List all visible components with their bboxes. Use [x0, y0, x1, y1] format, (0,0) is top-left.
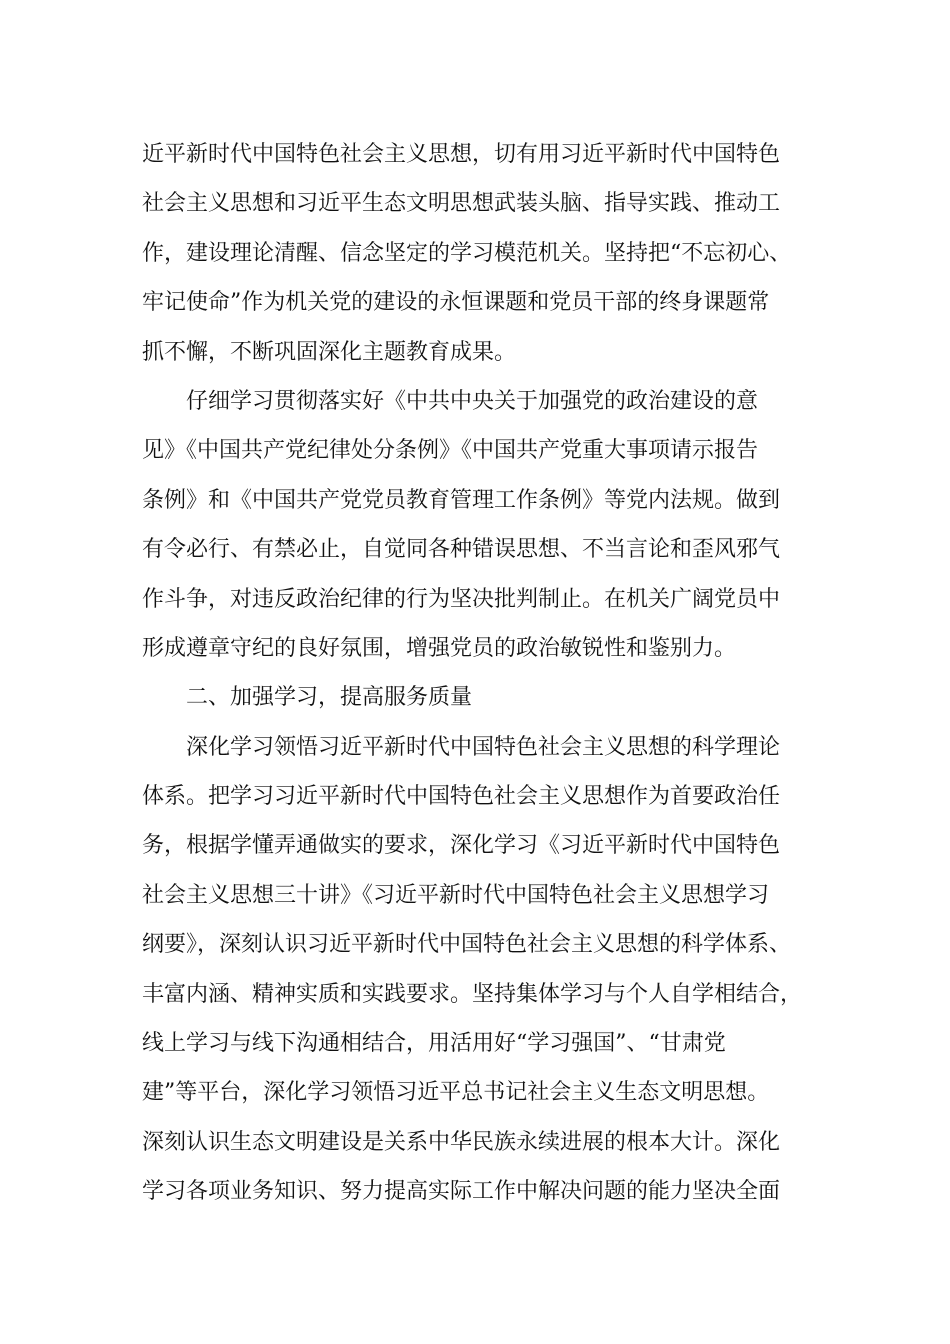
- section-heading: 二、加强学习，提高服务质量: [142, 685, 473, 711]
- document-body: [142, 130, 822, 1217]
- text-line-3: 作，建设理论清醒、信念坚定的学习模范机关。坚持把“不忘初心、: [142, 240, 792, 266]
- text-line-10: 作斗争，对违反政治纪律的行为坚决批判制止。在机关广阔党员中: [142, 586, 781, 612]
- text-line-4: 牢记使命”作为机关党的建设的永恒课题和党员干部的终身课题常: [142, 290, 770, 316]
- text-line-16: 社会主义思想三十讲》《习近平新时代中国特色社会主义思想学习: [142, 882, 770, 908]
- text-line-21: 深刻认识生态文明建设是关系中华民族永续进展的根本大计。深化: [142, 1129, 781, 1155]
- text-line-5: 抓不懈，不断巩固深化主题教育成果。: [142, 339, 517, 365]
- text-line-17: 纲要》，深刻认识习近平新时代中国特色社会主义思想的科学体系、: [142, 932, 792, 958]
- text-line-13: 深化学习领悟习近平新时代中国特色社会主义思想的科学理论: [142, 734, 781, 760]
- text-line-20: 建”等平台，深化学习领悟习近平总书记社会主义生态文明思想。: [142, 1080, 770, 1106]
- text-line-14: 体系。把学习习近平新时代中国特色社会主义思想作为首要政治任: [142, 784, 781, 810]
- text-line-11: 形成遵章守纪的良好氛围，增强党员的政治敏锐性和鉴别力。: [142, 635, 737, 661]
- text-line-15: 务，根据学懂弄通做实的要求，深化学习《习近平新时代中国特色: [142, 833, 781, 859]
- text-line-19: 线上学习与线下沟通相结合，用活用好“学习强国”、“甘肃党: [142, 1031, 726, 1057]
- text-line-22: 学习各项业务知识、努力提高实际工作中解决问题的能力坚决全面: [142, 1179, 781, 1205]
- text-line-1: 近平新时代中国特色社会主义思想，切有用习近平新时代中国特色: [142, 142, 781, 167]
- text-line-6: 仔细学习贯彻落实好《中共中央关于加强党的政治建设的意: [142, 388, 759, 414]
- text-line-2: 社会主义思想和习近平生态文明思想武装头脑、指导实践、推动工: [142, 191, 781, 217]
- text-line-8: 条例》和《中国共产党党员教育管理工作条例》等党内法规。做到: [142, 487, 781, 513]
- text-line-9: 有令必行、有禁必止，自觉同各种错误思想、不当言论和歪风邪气: [142, 537, 781, 563]
- text-line-7: 见》《中国共产党纪律处分条例》《中国共产党重大事项请示报告: [142, 438, 759, 464]
- text-line-18: 丰富内涵、精神实质和实践要求。坚持集体学习与个人自学相结合，: [142, 981, 803, 1007]
